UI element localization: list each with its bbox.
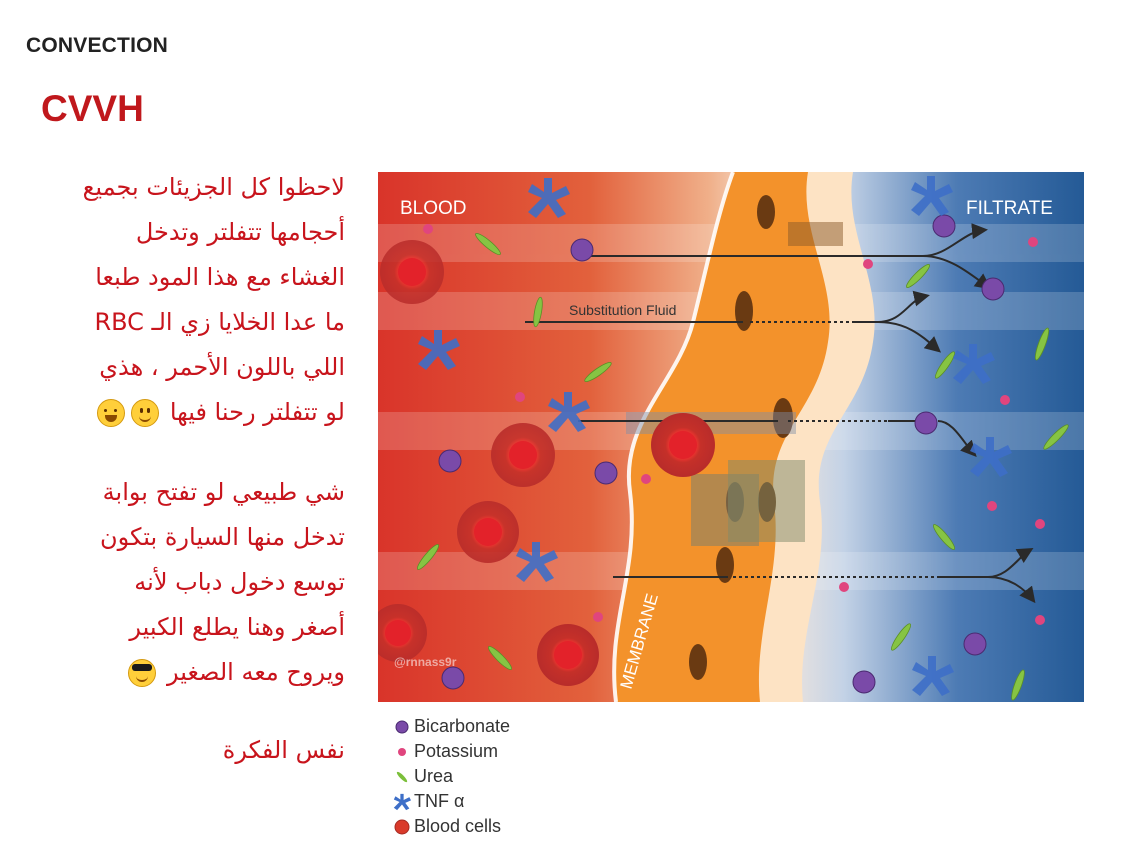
substitution-fluid-label: Substitution Fluid (569, 302, 677, 318)
legend-item (392, 739, 510, 764)
legend-item (392, 764, 510, 789)
sunglasses-emoji-icon (128, 659, 156, 687)
arabic-note-gate-analogy (100, 470, 345, 695)
watermark: @rnnass9r (394, 655, 457, 669)
note-line: تدخل منها السيارة بتكون (100, 523, 345, 551)
note-line: اللي باللون الأحمر ، هذي (99, 353, 345, 381)
legend-label: Urea (414, 766, 454, 786)
legend-label: TNF α (414, 791, 465, 811)
potassium-icon (392, 742, 412, 762)
arabic-note-filtration (83, 165, 345, 435)
diagram-legend (392, 714, 510, 839)
legend-item (392, 814, 510, 839)
note-line: لاحظوا كل الجزيئات بجميع (82, 173, 345, 201)
note-line: لو تتفلتر رحنا فيها (169, 398, 345, 426)
legend-label: Blood cells (414, 816, 502, 836)
laughing-tears-emoji-icon (97, 399, 125, 427)
arabic-note-same-idea: نفس الفكرة (222, 736, 345, 764)
legend-label: Potassium (414, 741, 499, 761)
blood-label: BLOOD (400, 198, 467, 219)
legend-label: Bicarbonate (414, 716, 511, 736)
note-line: أحجامها تتفلتر وتدخل (135, 218, 345, 246)
note-line: توسع دخول دباب لأنه (134, 568, 345, 596)
urea-icon (392, 767, 412, 787)
blood-cell-icon (392, 817, 412, 837)
legend-item (392, 714, 510, 739)
note-line: ما عدا الخلايا زي الـ RBC (94, 308, 345, 336)
legend-item (392, 789, 510, 814)
tnf-icon (392, 792, 412, 812)
note-line: ويروح معه الصغير (166, 658, 345, 686)
note-line: الغشاء مع هذا المود طبعا (95, 263, 345, 291)
note-line: أصغر وهنا يطلع الكبير (129, 613, 345, 641)
note-line: شي طبيعي لو تفتح بوابة (102, 478, 345, 506)
filtrate-label: FILTRATE (966, 198, 1053, 219)
bicarbonate-icon (392, 717, 412, 737)
note-line-with-emoji (100, 650, 345, 695)
membrane-label: MEMBRANE (616, 591, 662, 692)
smile-emoji-icon (131, 399, 159, 427)
section-header: CONVECTION (26, 34, 169, 57)
note-line-with-emoji (83, 390, 345, 435)
convection-diagram (378, 172, 1084, 702)
page-title: CVVH (41, 88, 144, 129)
